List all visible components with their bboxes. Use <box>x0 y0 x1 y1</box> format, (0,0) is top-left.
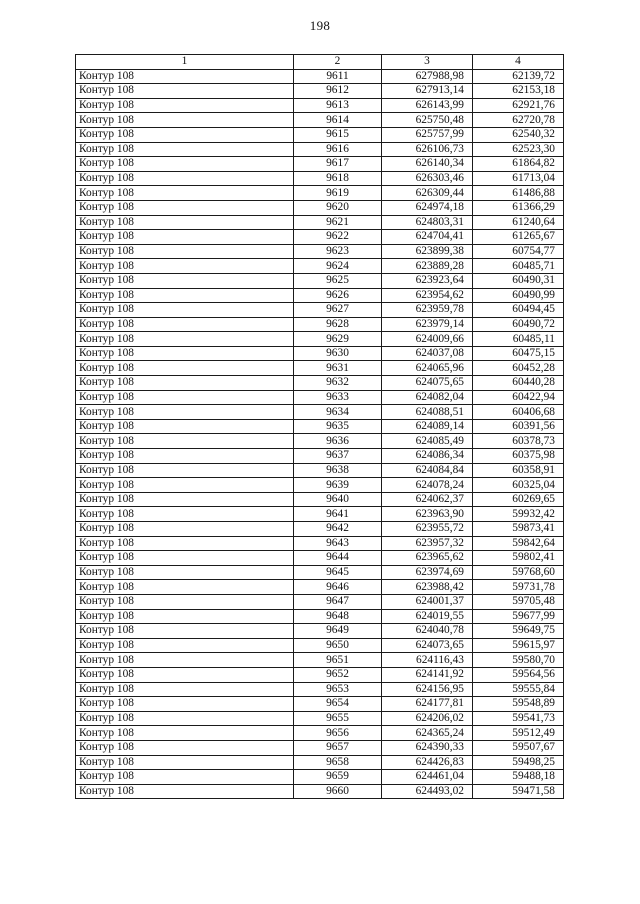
contour-name-cell: Контур 108 <box>76 200 294 215</box>
x-coordinate-cell: 624088,51 <box>382 405 473 420</box>
table-body <box>76 69 564 799</box>
point-number-cell: 9640 <box>294 492 382 507</box>
contour-name-cell: Контур 108 <box>76 784 294 799</box>
x-coordinate-cell: 624075,65 <box>382 376 473 391</box>
y-coordinate-cell: 59507,67 <box>473 740 564 755</box>
y-coordinate-cell: 60452,28 <box>473 361 564 376</box>
y-coordinate-cell: 59615,97 <box>473 638 564 653</box>
x-coordinate-cell: 624037,08 <box>382 346 473 361</box>
contour-name-cell: Контур 108 <box>76 84 294 99</box>
contour-name-cell: Контур 108 <box>76 624 294 639</box>
y-coordinate-cell: 61713,04 <box>473 171 564 186</box>
contour-name-cell: Контур 108 <box>76 580 294 595</box>
y-coordinate-cell: 62153,18 <box>473 84 564 99</box>
y-coordinate-cell: 59677,99 <box>473 609 564 624</box>
point-number-cell: 9616 <box>294 142 382 157</box>
table-row <box>76 784 564 799</box>
y-coordinate-cell: 60494,45 <box>473 303 564 318</box>
table-row <box>76 492 564 507</box>
x-coordinate-cell: 624156,95 <box>382 682 473 697</box>
point-number-cell: 9624 <box>294 259 382 274</box>
x-coordinate-cell: 623979,14 <box>382 317 473 332</box>
table-row <box>76 317 564 332</box>
y-coordinate-cell: 62720,78 <box>473 113 564 128</box>
contour-name-cell: Контур 108 <box>76 726 294 741</box>
contour-name-cell: Контур 108 <box>76 157 294 172</box>
contour-name-cell: Контур 108 <box>76 667 294 682</box>
x-coordinate-cell: 626143,99 <box>382 98 473 113</box>
table-row <box>76 419 564 434</box>
x-coordinate-cell: 624089,14 <box>382 419 473 434</box>
point-number-cell: 9612 <box>294 84 382 99</box>
point-number-cell: 9660 <box>294 784 382 799</box>
x-coordinate-cell: 624001,37 <box>382 594 473 609</box>
point-number-cell: 9614 <box>294 113 382 128</box>
y-coordinate-cell: 59580,70 <box>473 653 564 668</box>
point-number-cell: 9650 <box>294 638 382 653</box>
y-coordinate-cell: 62523,30 <box>473 142 564 157</box>
y-coordinate-cell: 61486,88 <box>473 186 564 201</box>
point-number-cell: 9627 <box>294 303 382 318</box>
contour-name-cell: Контур 108 <box>76 69 294 84</box>
table-row <box>76 449 564 464</box>
point-number-cell: 9633 <box>294 390 382 405</box>
contour-name-cell: Контур 108 <box>76 551 294 566</box>
point-number-cell: 9659 <box>294 770 382 785</box>
point-number-cell: 9643 <box>294 536 382 551</box>
y-coordinate-cell: 59731,78 <box>473 580 564 595</box>
table-row <box>76 624 564 639</box>
page-number: 198 <box>309 18 331 33</box>
x-coordinate-cell: 624206,02 <box>382 711 473 726</box>
contour-name-cell: Контур 108 <box>76 449 294 464</box>
x-coordinate-cell: 624116,43 <box>382 653 473 668</box>
contour-name-cell: Контур 108 <box>76 376 294 391</box>
contour-name-cell: Контур 108 <box>76 740 294 755</box>
contour-name-cell: Контур 108 <box>76 507 294 522</box>
table-row <box>76 667 564 682</box>
table-row <box>76 346 564 361</box>
x-coordinate-cell: 623974,69 <box>382 565 473 580</box>
point-number-cell: 9635 <box>294 419 382 434</box>
y-coordinate-cell: 60475,15 <box>473 346 564 361</box>
table-row <box>76 244 564 259</box>
x-coordinate-cell: 626309,44 <box>382 186 473 201</box>
point-number-cell: 9625 <box>294 273 382 288</box>
contour-name-cell: Контур 108 <box>76 186 294 201</box>
column-header-2: 2 <box>294 55 382 70</box>
y-coordinate-cell: 62139,72 <box>473 69 564 84</box>
x-coordinate-cell: 627913,14 <box>382 84 473 99</box>
table-row <box>76 638 564 653</box>
table-row <box>76 434 564 449</box>
y-coordinate-cell: 59555,84 <box>473 682 564 697</box>
contour-name-cell: Контур 108 <box>76 113 294 128</box>
table-row <box>76 726 564 741</box>
x-coordinate-cell: 624365,24 <box>382 726 473 741</box>
y-coordinate-cell: 60378,73 <box>473 434 564 449</box>
x-coordinate-cell: 623955,72 <box>382 522 473 537</box>
table-header <box>76 55 564 70</box>
point-number-cell: 9617 <box>294 157 382 172</box>
x-coordinate-cell: 623963,90 <box>382 507 473 522</box>
contour-name-cell: Контур 108 <box>76 288 294 303</box>
x-coordinate-cell: 624065,96 <box>382 361 473 376</box>
table-row <box>76 551 564 566</box>
point-number-cell: 9658 <box>294 755 382 770</box>
x-coordinate-cell: 623988,42 <box>382 580 473 595</box>
y-coordinate-cell: 61265,67 <box>473 230 564 245</box>
point-number-cell: 9621 <box>294 215 382 230</box>
point-number-cell: 9619 <box>294 186 382 201</box>
x-coordinate-cell: 624084,84 <box>382 463 473 478</box>
table-row <box>76 682 564 697</box>
table-row <box>76 332 564 347</box>
contour-name-cell: Контур 108 <box>76 609 294 624</box>
y-coordinate-cell: 59498,25 <box>473 755 564 770</box>
contour-name-cell: Контур 108 <box>76 434 294 449</box>
x-coordinate-cell: 623965,62 <box>382 551 473 566</box>
y-coordinate-cell: 60375,98 <box>473 449 564 464</box>
point-number-cell: 9632 <box>294 376 382 391</box>
y-coordinate-cell: 59548,89 <box>473 697 564 712</box>
x-coordinate-cell: 624073,65 <box>382 638 473 653</box>
y-coordinate-cell: 59512,49 <box>473 726 564 741</box>
y-coordinate-cell: 60325,04 <box>473 478 564 493</box>
x-coordinate-cell: 624704,41 <box>382 230 473 245</box>
contour-name-cell: Контур 108 <box>76 332 294 347</box>
contour-name-cell: Контур 108 <box>76 405 294 420</box>
point-number-cell: 9620 <box>294 200 382 215</box>
table-row <box>76 127 564 142</box>
y-coordinate-cell: 60440,28 <box>473 376 564 391</box>
y-coordinate-cell: 60269,65 <box>473 492 564 507</box>
x-coordinate-cell: 623959,78 <box>382 303 473 318</box>
table-row <box>76 507 564 522</box>
table-row <box>76 186 564 201</box>
table-row <box>76 303 564 318</box>
contour-name-cell: Контур 108 <box>76 755 294 770</box>
contour-name-cell: Контур 108 <box>76 303 294 318</box>
contour-name-cell: Контур 108 <box>76 492 294 507</box>
table-row <box>76 273 564 288</box>
point-number-cell: 9641 <box>294 507 382 522</box>
point-number-cell: 9654 <box>294 697 382 712</box>
contour-name-cell: Контур 108 <box>76 697 294 712</box>
y-coordinate-cell: 59705,48 <box>473 594 564 609</box>
x-coordinate-cell: 624141,92 <box>382 667 473 682</box>
table-row <box>76 288 564 303</box>
x-coordinate-cell: 624803,31 <box>382 215 473 230</box>
table-row <box>76 609 564 624</box>
point-number-cell: 9639 <box>294 478 382 493</box>
table-row <box>76 653 564 668</box>
contour-name-cell: Контур 108 <box>76 638 294 653</box>
y-coordinate-cell: 60490,72 <box>473 317 564 332</box>
x-coordinate-cell: 624390,33 <box>382 740 473 755</box>
point-number-cell: 9647 <box>294 594 382 609</box>
contour-name-cell: Контур 108 <box>76 653 294 668</box>
x-coordinate-cell: 625757,99 <box>382 127 473 142</box>
table-row <box>76 565 564 580</box>
contour-name-cell: Контур 108 <box>76 317 294 332</box>
x-coordinate-cell: 624019,55 <box>382 609 473 624</box>
point-number-cell: 9629 <box>294 332 382 347</box>
point-number-cell: 9651 <box>294 653 382 668</box>
x-coordinate-cell: 626140,34 <box>382 157 473 172</box>
table-row <box>76 361 564 376</box>
x-coordinate-cell: 624085,49 <box>382 434 473 449</box>
point-number-cell: 9618 <box>294 171 382 186</box>
contour-name-cell: Контур 108 <box>76 711 294 726</box>
y-coordinate-cell: 59649,75 <box>473 624 564 639</box>
point-number-cell: 9631 <box>294 361 382 376</box>
point-number-cell: 9638 <box>294 463 382 478</box>
point-number-cell: 9656 <box>294 726 382 741</box>
point-number-cell: 9642 <box>294 522 382 537</box>
column-header-4: 4 <box>473 55 564 70</box>
table-row <box>76 230 564 245</box>
x-coordinate-cell: 624082,04 <box>382 390 473 405</box>
y-coordinate-cell: 60490,99 <box>473 288 564 303</box>
x-coordinate-cell: 624086,34 <box>382 449 473 464</box>
contour-name-cell: Контур 108 <box>76 478 294 493</box>
x-coordinate-cell: 624974,18 <box>382 200 473 215</box>
x-coordinate-cell: 624493,02 <box>382 784 473 799</box>
point-number-cell: 9637 <box>294 449 382 464</box>
y-coordinate-cell: 61864,82 <box>473 157 564 172</box>
contour-name-cell: Контур 108 <box>76 346 294 361</box>
y-coordinate-cell: 59471,58 <box>473 784 564 799</box>
x-coordinate-cell: 627988,98 <box>382 69 473 84</box>
y-coordinate-cell: 59802,41 <box>473 551 564 566</box>
x-coordinate-cell: 624078,24 <box>382 478 473 493</box>
x-coordinate-cell: 623923,64 <box>382 273 473 288</box>
y-coordinate-cell: 59768,60 <box>473 565 564 580</box>
table-row <box>76 463 564 478</box>
table-row <box>76 98 564 113</box>
column-header-3: 3 <box>382 55 473 70</box>
contour-name-cell: Контур 108 <box>76 273 294 288</box>
point-number-cell: 9630 <box>294 346 382 361</box>
x-coordinate-cell: 623899,38 <box>382 244 473 259</box>
x-coordinate-cell: 624040,78 <box>382 624 473 639</box>
table-row <box>76 770 564 785</box>
contour-name-cell: Контур 108 <box>76 171 294 186</box>
table-row <box>76 113 564 128</box>
contour-name-cell: Контур 108 <box>76 536 294 551</box>
y-coordinate-cell: 60490,31 <box>473 273 564 288</box>
point-number-cell: 9648 <box>294 609 382 624</box>
contour-name-cell: Контур 108 <box>76 244 294 259</box>
point-number-cell: 9628 <box>294 317 382 332</box>
table-row <box>76 536 564 551</box>
table-row <box>76 594 564 609</box>
point-number-cell: 9655 <box>294 711 382 726</box>
point-number-cell: 9652 <box>294 667 382 682</box>
point-number-cell: 9645 <box>294 565 382 580</box>
y-coordinate-cell: 59564,56 <box>473 667 564 682</box>
table-row <box>76 711 564 726</box>
y-coordinate-cell: 60358,91 <box>473 463 564 478</box>
y-coordinate-cell: 59488,18 <box>473 770 564 785</box>
y-coordinate-cell: 59932,42 <box>473 507 564 522</box>
x-coordinate-cell: 626303,46 <box>382 171 473 186</box>
table-row <box>76 200 564 215</box>
point-number-cell: 9634 <box>294 405 382 420</box>
table-row <box>76 740 564 755</box>
table-row <box>76 478 564 493</box>
point-number-cell: 9646 <box>294 580 382 595</box>
point-number-cell: 9653 <box>294 682 382 697</box>
contour-name-cell: Контур 108 <box>76 522 294 537</box>
table-row <box>76 405 564 420</box>
y-coordinate-cell: 59541,73 <box>473 711 564 726</box>
point-number-cell: 9657 <box>294 740 382 755</box>
contour-name-cell: Контур 108 <box>76 142 294 157</box>
y-coordinate-cell: 60391,56 <box>473 419 564 434</box>
coordinates-table <box>75 54 564 799</box>
y-coordinate-cell: 60422,94 <box>473 390 564 405</box>
y-coordinate-cell: 62540,32 <box>473 127 564 142</box>
table-row <box>76 215 564 230</box>
column-header-1: 1 <box>76 55 294 70</box>
table-row <box>76 84 564 99</box>
x-coordinate-cell: 624062,37 <box>382 492 473 507</box>
y-coordinate-cell: 62921,76 <box>473 98 564 113</box>
point-number-cell: 9622 <box>294 230 382 245</box>
contour-name-cell: Контур 108 <box>76 419 294 434</box>
contour-name-cell: Контур 108 <box>76 259 294 274</box>
x-coordinate-cell: 624009,66 <box>382 332 473 347</box>
point-number-cell: 9611 <box>294 69 382 84</box>
point-number-cell: 9644 <box>294 551 382 566</box>
table-row <box>76 697 564 712</box>
point-number-cell: 9615 <box>294 127 382 142</box>
table-row <box>76 390 564 405</box>
contour-name-cell: Контур 108 <box>76 770 294 785</box>
point-number-cell: 9613 <box>294 98 382 113</box>
point-number-cell: 9623 <box>294 244 382 259</box>
y-coordinate-cell: 60406,68 <box>473 405 564 420</box>
x-coordinate-cell: 623954,62 <box>382 288 473 303</box>
contour-name-cell: Контур 108 <box>76 682 294 697</box>
point-number-cell: 9626 <box>294 288 382 303</box>
table-row <box>76 171 564 186</box>
table-row <box>76 755 564 770</box>
contour-name-cell: Контур 108 <box>76 594 294 609</box>
x-coordinate-cell: 623957,32 <box>382 536 473 551</box>
table-row <box>76 522 564 537</box>
table-row <box>76 142 564 157</box>
point-number-cell: 9649 <box>294 624 382 639</box>
point-number-cell: 9636 <box>294 434 382 449</box>
table-row <box>76 580 564 595</box>
contour-name-cell: Контур 108 <box>76 215 294 230</box>
y-coordinate-cell: 61240,64 <box>473 215 564 230</box>
table-row <box>76 259 564 274</box>
y-coordinate-cell: 59873,41 <box>473 522 564 537</box>
contour-name-cell: Контур 108 <box>76 127 294 142</box>
x-coordinate-cell: 624426,83 <box>382 755 473 770</box>
contour-name-cell: Контур 108 <box>76 98 294 113</box>
contour-name-cell: Контур 108 <box>76 390 294 405</box>
contour-name-cell: Контур 108 <box>76 463 294 478</box>
y-coordinate-cell: 60485,11 <box>473 332 564 347</box>
x-coordinate-cell: 624461,04 <box>382 770 473 785</box>
x-coordinate-cell: 624177,81 <box>382 697 473 712</box>
table-row <box>76 157 564 172</box>
y-coordinate-cell: 60485,71 <box>473 259 564 274</box>
table-row <box>76 69 564 84</box>
contour-name-cell: Контур 108 <box>76 565 294 580</box>
x-coordinate-cell: 625750,48 <box>382 113 473 128</box>
contour-name-cell: Контур 108 <box>76 361 294 376</box>
x-coordinate-cell: 623889,28 <box>382 259 473 274</box>
x-coordinate-cell: 626106,73 <box>382 142 473 157</box>
table-row <box>76 376 564 391</box>
y-coordinate-cell: 60754,77 <box>473 244 564 259</box>
contour-name-cell: Контур 108 <box>76 230 294 245</box>
y-coordinate-cell: 61366,29 <box>473 200 564 215</box>
header-row <box>76 55 564 70</box>
y-coordinate-cell: 59842,64 <box>473 536 564 551</box>
